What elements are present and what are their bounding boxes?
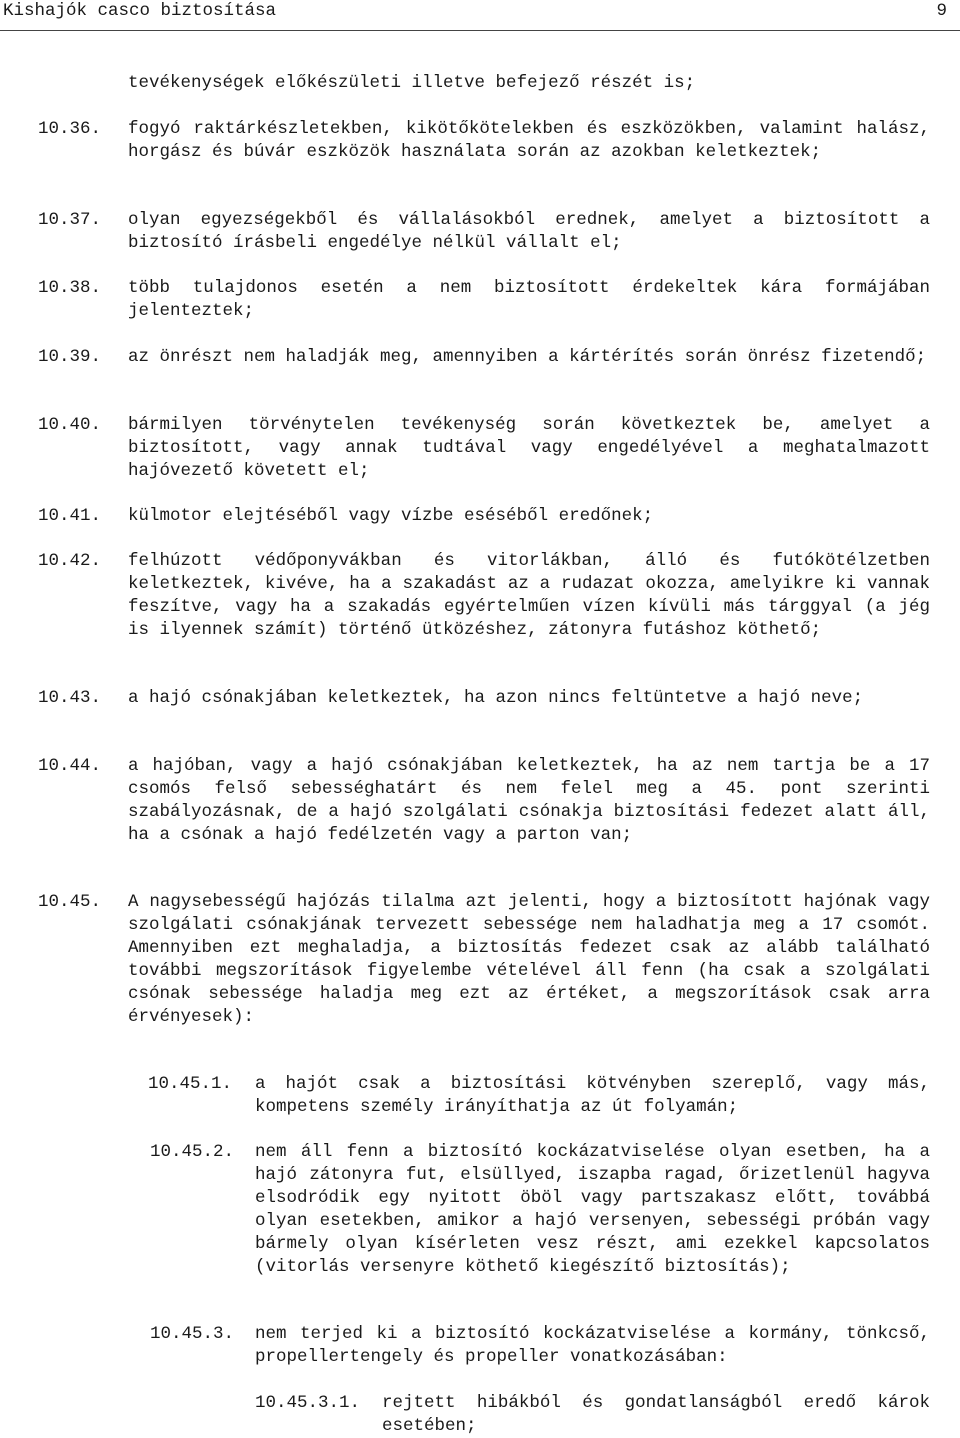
subsubclause-text: rejtett hibákból és gondatlanságból eredő károk esetében;: [382, 1393, 930, 1436]
clause-text: az önrészt nem haladják meg, amennyiben a kártérítés során önrész fizetendő;: [128, 347, 927, 367]
clause-text: felhúzott védőponyvákban és vitorlákban, álló és futókötélzetben keletkeztek, kivéve, ha a szakadást az a rudazat okozza, amelyikre ki vannak feszítve, vagy ha a szakadás egyértelműen vízen kívüli más tárggyal (a jég is ilyennek számít) történő ütközéshez, zátonyra futáshoz köthető;: [128, 551, 930, 640]
subclause-number: 10.45.1.: [148, 1074, 233, 1094]
page-number: 9: [936, 1, 947, 21]
clause-text: több tulajdonos esetén a nem biztosított érdekeltek kára formájában jelenteztek;: [128, 278, 930, 321]
page-header: [0, 0, 960, 31]
clause-number: 10.36.: [38, 119, 102, 139]
clause-text: a hajó csónakjában keletkeztek, ha azon nincs feltüntetve a hajó neve;: [128, 688, 864, 708]
subsubclause-number: 10.45.3.1.: [255, 1393, 361, 1413]
clause-number: 10.44.: [38, 756, 102, 776]
subclause-number: 10.45.3.: [150, 1324, 235, 1344]
subclause-text: nem áll fenn a biztosító kockázatviselése olyan esetben, ha a hajó zátonyra fut, elsüllyed, iszapba ragad, őrizetlenül hagyva elsodródik egy nyitott öböl vagy partszakasz előtt, továbbá olyan esetekben, amikor a hajó versenyen, sebességi próbán vagy bármely olyan kísérleten vesz részt, ami ezekkel kapcsolatos (vitorlás versenyre köthető kiegészítő biztosítás);: [255, 1142, 930, 1277]
subclause-text: a hajót csak a biztosítási kötvényben szereplő, vagy más, kompetens személy irányíthatja az út folyamán;: [255, 1074, 930, 1117]
clause-number: 10.43.: [38, 688, 102, 708]
subclause-number: 10.45.2.: [150, 1142, 235, 1162]
clause-number: 10.37.: [38, 210, 102, 230]
clause-number: 10.38.: [38, 278, 102, 298]
header-title: Kishajók casco biztosítása: [3, 1, 277, 21]
clause-number: 10.39.: [38, 347, 102, 367]
clause-text: külmotor elejtéséből vagy vízbe eséséből eredőnek;: [128, 506, 654, 526]
clause-number: 10.42.: [38, 551, 102, 571]
clause-text: A nagysebességű hajózás tilalma azt jelenti, hogy a biztosított hajónak vagy szolgálati csónakjának tervezett sebessége nem haladhatja meg a 17 csomót. Amennyiben ezt meghaladja, a biztosítás fedezet csak az alább található további megszorítások figyelembe vételével áll fenn (ha csak a szolgálati csónak sebessége haladja meg ezt az értéket, a megszorítások csak arra érvényesek):: [128, 892, 930, 1027]
clause-text: fogyó raktárkészletekben, kikötőkötelekben és eszközökben, valamint halász, horgász és búvár eszközök használata során az azokban keletkeztek;: [128, 119, 930, 162]
clause-number: 10.40.: [38, 415, 102, 435]
continuation-text: tevékenységek előkészületi illetve befejező részét is;: [128, 73, 696, 93]
subclause-text: nem terjed ki a biztosító kockázatviselése a kormány, tönkcső, propellertengely és propeller vonatkozásában:: [255, 1324, 930, 1367]
clause-text: bármilyen törvénytelen tevékenység során következtek be, amelyet a biztosított, vagy annak tudtával vagy engedélyével a meghatalmazott hajóvezető követett el;: [128, 415, 930, 481]
clause-number: 10.45.: [38, 892, 102, 912]
clause-number: 10.41.: [38, 506, 102, 526]
clause-text: a hajóban, vagy a hajó csónakjában keletkeztek, ha az nem tartja be a 17 csomós felső sebességhatárt és nem felel meg a 45. pont szerinti szabályozásnak, de a hajó szolgálati csónakja biztosítási fedezet alatt áll, ha a csónak a hajó fedélzetén vagy a parton van;: [128, 756, 930, 845]
clause-text: olyan egyezségekből és vállalásokból erednek, amelyet a biztosított a biztosító írásbeli engedélye nélkül vállalt el;: [128, 210, 930, 253]
